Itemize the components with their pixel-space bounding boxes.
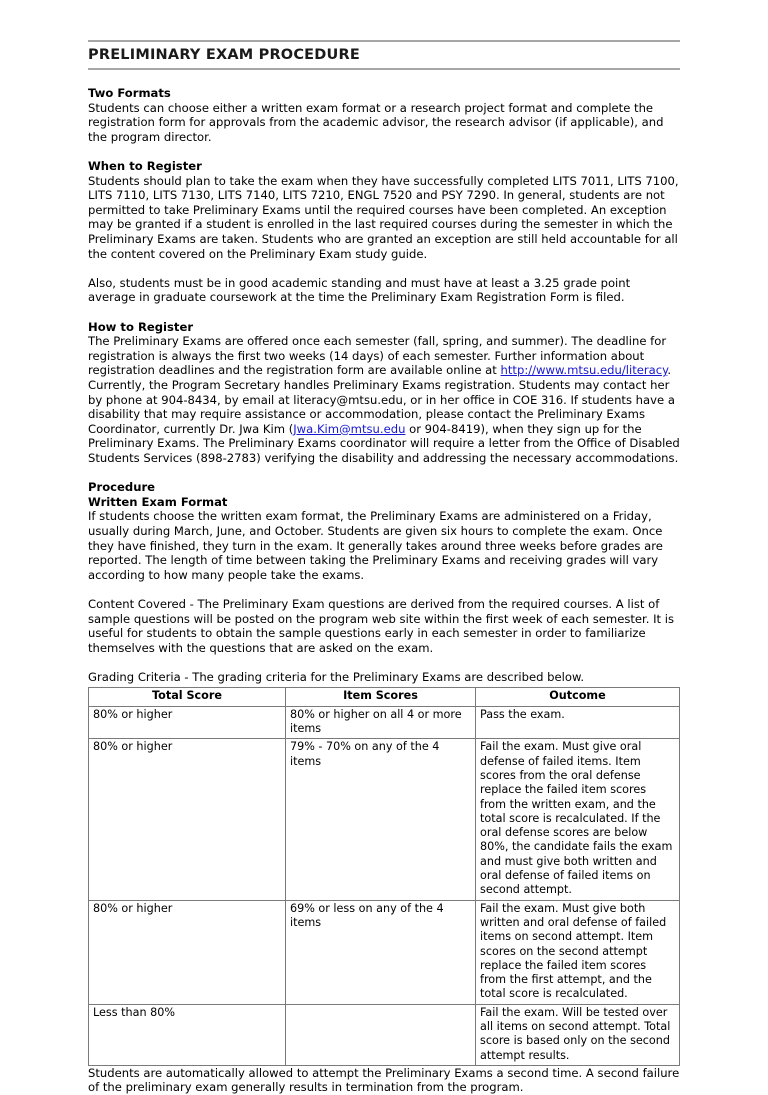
literacy-website-link[interactable]: http://www.mtsu.edu/literacy — [500, 363, 668, 378]
table-header-row — [89, 688, 680, 706]
section-body-two-formats: Students can choose either a written exam format or a research project format and complete the registration form for approvals from the academic advisor, the research advisor (if applicable), and the program director. — [88, 100, 664, 144]
spacer — [88, 466, 680, 481]
section-body-when-to-register: Students should plan to take the exam when they have successfully completed LITS 7011, LITS 7100, LITS 7110, LITS 7130, LITS 7140, LITS 7210, ENGL 7520 and PSY 7290. In general, students are not permitted to take Preliminary Exams until the required courses have been completed. An exception may be granted if a student is enrolled in the last required courses during the semester in which the Preliminary Exams are taken. Students who are granted an exception are still held accountable for all the content covered on the Preliminary Exam study guide. — [88, 173, 679, 261]
section-heading-two-formats: Two Formats — [88, 86, 171, 101]
spacer — [88, 582, 680, 597]
spacer — [88, 261, 680, 276]
grading-criteria-table — [88, 687, 680, 1065]
section-heading-procedure: Procedure — [88, 480, 156, 495]
cell-total-score: 80% or higher — [89, 739, 286, 900]
cell-item-scores: 79% - 70% on any of the 4 items — [286, 739, 476, 900]
how-to-register-text-2: . Currently, the Program Secretary handles Preliminary Exams registration. Students may contact her by phone at 904-8434, by email at literacy@mtsu.edu, or in her office in COE 316. If students have a disability that may require assistance or accommodation, please contact the Preliminary Exams Coordinator, currently Dr. Jwa Kim ( — [88, 363, 675, 436]
section-body-when-to-register-2: Also, students must be in good academic standing and must have at least a 3.25 grade point average in graduate coursework at the time the Preliminary Exam Registration Form is filed. — [88, 275, 631, 305]
table-row — [89, 1004, 680, 1065]
section-heading-how-to-register: How to Register — [88, 319, 194, 334]
cell-outcome: Fail the exam. Must give both written and oral defense of failed items on second attempt. Item scores on the second attempt replace the failed item scores from the first attempt, and the total score is recalculated. — [476, 900, 680, 1004]
section-body-how-to-register — [88, 334, 680, 465]
how-to-register-text-3: or 904-8419), when they sign up for the Preliminary Exams. The Preliminary Exams coordinator will require a letter from the Office of Disabled Students Services (898-2783) verifying the disability and addressing the necessary accommodations. — [88, 421, 680, 465]
coordinator-email-link[interactable]: Jwa.Kim@mtsu.edu — [293, 421, 406, 436]
paragraph-content-covered: Content Covered - The Preliminary Exam questions are derived from the required courses. A list of sample questions will be posted on the program web site within the first week of each semester. It is useful for students to obtain the sample questions early in each semester in order to familiarize themselves with the questions that are asked on the exam. — [88, 596, 675, 655]
spacer — [88, 305, 680, 320]
column-header-total-score: Total Score — [89, 688, 286, 706]
cell-total-score: Less than 80% — [89, 1004, 286, 1065]
document-content — [88, 40, 680, 1095]
section-body-written-exam-format: If students choose the written exam format, the Preliminary Exams are administered on a Friday, usually during March, June, and October. Students are given six hours to complete the exam. Once they have finished, they turn in the exam. It generally takes around three weeks before grades are reported. The length of time between taking the Preliminary Exams and receiving grades will vary according to how many people take the exams. — [88, 509, 663, 582]
spacer — [88, 655, 680, 670]
cell-outcome: Fail the exam. Must give oral defense of failed items. Item scores from the oral defense replace the failed item scores from the written exam, and the total score is recalculated. If the oral defense scores are below 80%, the candidate fails the exam and must give both written and oral defense of failed items on second attempt. — [476, 739, 680, 900]
page-title: PRELIMINARY EXAM PROCEDURE — [88, 47, 360, 63]
cell-item-scores: 80% or higher on all 4 or more items — [286, 706, 476, 739]
section-heading-when-to-register: When to Register — [88, 159, 202, 174]
cell-outcome: Fail the exam. Will be tested over all items on second attempt. Total score is based only on the second attempt results. — [476, 1004, 680, 1065]
title-block — [88, 40, 680, 70]
cell-total-score: 80% or higher — [89, 900, 286, 1004]
table-row — [89, 739, 680, 900]
cell-item-scores: 69% or less on any of the 4 items — [286, 900, 476, 1004]
column-header-item-scores: Item Scores — [286, 688, 476, 706]
table-row — [89, 706, 680, 739]
cell-outcome: Pass the exam. — [476, 706, 680, 739]
table-row — [89, 900, 680, 1004]
cell-item-scores — [286, 1004, 476, 1065]
section-subheading-written-exam-format: Written Exam Format — [88, 494, 228, 509]
cell-total-score: 80% or higher — [89, 706, 286, 739]
column-header-outcome: Outcome — [476, 688, 680, 706]
paragraph-grading-criteria-intro: Grading Criteria - The grading criteria for the Preliminary Exams are described below. — [88, 669, 585, 684]
spacer — [88, 145, 680, 160]
paragraph-closing: Students are automatically allowed to attempt the Preliminary Exams a second time. A second failure of the preliminary exam generally results in termination from the program. — [88, 1065, 680, 1095]
how-to-register-text-1: The Preliminary Exams are offered once each semester (fall, spring, and summer). The deadline for registration is always the first two weeks (14 days) of each semester. Further information about registration deadlines and the registration form are available online at — [88, 334, 667, 378]
